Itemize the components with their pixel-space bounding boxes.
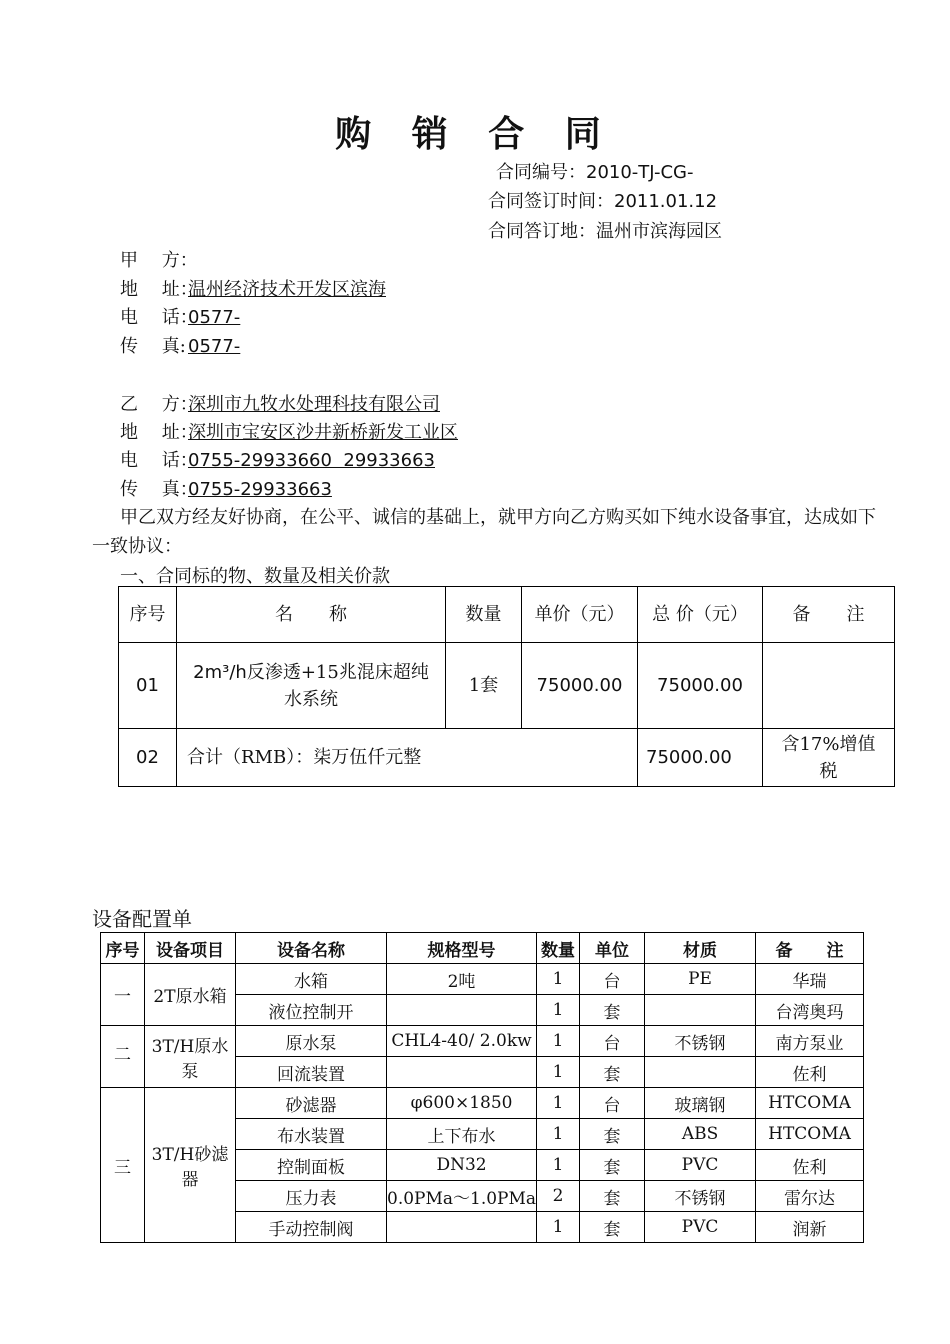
party-a-fax-label: 传 真: (120, 336, 186, 357)
document-title: 购 销 合 同 (335, 114, 615, 155)
cell-qty: 1 (537, 1088, 580, 1119)
cell-material (645, 1057, 756, 1088)
cell-remark: 佐利 (756, 1057, 864, 1088)
cell-unit: 台 (580, 1026, 645, 1057)
header-cell: 设备项目 (145, 933, 236, 964)
cell-unit: 套 (580, 1057, 645, 1088)
header-cell: 单价（元） (522, 587, 638, 643)
cell-material: PVC (645, 1212, 756, 1243)
party-a-phone-label: 电 话： (120, 307, 198, 328)
party-a-fax (120, 332, 240, 358)
cell-material: 不锈钢 (645, 1181, 756, 1212)
total-amount: 75000.00 (638, 729, 763, 787)
table-row (119, 643, 895, 729)
header-cell: 数量 (537, 933, 580, 964)
cell-spec: 2吨 (387, 964, 537, 995)
group-item: 3T/H原水泵 (145, 1026, 236, 1088)
cell-qty: 1 (537, 1119, 580, 1150)
cell-name: 布水装置 (236, 1119, 387, 1150)
cell-spec: DN32 (387, 1150, 537, 1181)
sign-time (488, 187, 717, 213)
party-b-name (120, 390, 440, 416)
cell-name: 压力表 (236, 1181, 387, 1212)
config-table (100, 932, 864, 1243)
cell-unit: 台 (580, 1088, 645, 1119)
item-desc: 反渗透+15兆混床超纯水系统 (246, 661, 429, 710)
party-b-phone-label: 电 话： (120, 450, 198, 471)
sign-place-label: 合同答订地： (488, 221, 596, 242)
cell-unit: 套 (580, 995, 645, 1026)
party-b-fax-label: 传 真： (120, 479, 198, 500)
group-number: 三 (101, 1088, 145, 1243)
cell-spec: φ600×1850 (387, 1088, 537, 1119)
section-heading: 一、合同标的物、数量及相关价款 (120, 566, 390, 587)
header-cell: 备 注 (763, 587, 895, 643)
party-a-address-value: 温州经济技术开发区滨海 (188, 279, 386, 300)
item-qty: 1套 (446, 643, 522, 729)
row-number: 01 (119, 643, 177, 729)
intro-paragraph: 甲乙双方经友好协商，在公平、诚信的基础上，就甲方向乙方购买如下纯水设备事宜，达成如下一致协议： (92, 507, 876, 557)
cell-spec (387, 1212, 537, 1243)
cell-remark: 台湾奥玛 (756, 995, 864, 1026)
party-a-name-label: 甲 方： (120, 250, 198, 271)
party-a-address-label: 地 址： (120, 279, 198, 300)
total-label: 合计（RMB）：柒万伍仟元整 (177, 729, 638, 787)
cell-unit: 台 (580, 964, 645, 995)
cell-unit: 套 (580, 1212, 645, 1243)
party-a-phone (120, 303, 240, 329)
sign-place-value: 温州市滨海园区 (596, 221, 722, 242)
cell-qty: 1 (537, 1150, 580, 1181)
cell-name: 水箱 (236, 964, 387, 995)
item-name (177, 643, 446, 729)
item-flow: 2m³/h (193, 661, 247, 683)
cell-material: 玻璃钢 (645, 1088, 756, 1119)
cell-spec (387, 995, 537, 1026)
header-cell: 总 价（元） (638, 587, 763, 643)
party-a-address (120, 275, 386, 301)
sign-time-value: 2011.01.12 (614, 191, 718, 212)
party-b-phone (120, 446, 435, 472)
header-cell: 规格型号 (387, 933, 537, 964)
party-a-phone-value: 0577- (188, 307, 241, 328)
cell-spec (387, 1057, 537, 1088)
cell-material: 不锈钢 (645, 1026, 756, 1057)
header-cell: 设备名称 (236, 933, 387, 964)
header-cell: 数量 (446, 587, 522, 643)
price-table-header (119, 587, 895, 643)
cell-spec: 0.0PMa～1.0PMa (387, 1181, 537, 1212)
group-number: 一 (101, 964, 145, 1026)
party-b-name-label: 乙 方： (120, 394, 198, 415)
tax-remark: 含17%增值税 (763, 729, 895, 787)
cell-unit: 套 (580, 1119, 645, 1150)
cell-qty: 1 (537, 1212, 580, 1243)
sign-time-label: 合同签订时间： (488, 191, 614, 212)
cell-remark: 佐利 (756, 1150, 864, 1181)
contract-number-value: 2010-TJ-CG- (586, 162, 694, 183)
config-title: 设备配置单 (92, 907, 192, 931)
party-a-fax-value: 0577- (188, 336, 241, 357)
party-b-address-value: 深圳市宝安区沙井新桥新发工业区 (188, 422, 458, 443)
header-cell: 单位 (580, 933, 645, 964)
table-row (101, 964, 864, 995)
cell-material: PE (645, 964, 756, 995)
header-cell: 序号 (119, 587, 177, 643)
contract-number-label: 合同编号： (496, 162, 586, 183)
cell-qty: 1 (537, 1026, 580, 1057)
party-b-phone-value: 0755-29933660 29933663 (188, 450, 435, 471)
group-item: 3T/H砂滤器 (145, 1088, 236, 1243)
group-item: 2T原水箱 (145, 964, 236, 1026)
group-number: 二 (101, 1026, 145, 1088)
cell-name: 砂滤器 (236, 1088, 387, 1119)
party-b-fax-value: 0755-29933663 (188, 479, 332, 500)
header-cell: 名 称 (177, 587, 446, 643)
cell-spec: 上下布水 (387, 1119, 537, 1150)
party-b-fax (120, 475, 332, 501)
cell-unit: 套 (580, 1150, 645, 1181)
row-number: 02 (119, 729, 177, 787)
cell-qty: 2 (537, 1181, 580, 1212)
party-b-name-value: 深圳市九牧水处理科技有限公司 (188, 394, 440, 415)
party-a-name (120, 246, 198, 272)
table-row (101, 1088, 864, 1119)
sign-place (488, 217, 722, 243)
cell-remark: HTCOMA (756, 1119, 864, 1150)
cell-material (645, 995, 756, 1026)
header-cell: 材质 (645, 933, 756, 964)
cell-qty: 1 (537, 1057, 580, 1088)
cell-name: 控制面板 (236, 1150, 387, 1181)
cell-remark: 华瑞 (756, 964, 864, 995)
party-b-address (120, 418, 458, 444)
total-row (119, 729, 895, 787)
cell-remark: HTCOMA (756, 1088, 864, 1119)
price-table (118, 586, 895, 787)
cell-name: 液位控制开 (236, 995, 387, 1026)
cell-remark: 南方泵业 (756, 1026, 864, 1057)
item-remark (763, 643, 895, 729)
cell-material: ABS (645, 1119, 756, 1150)
header-cell: 备 注 (756, 933, 864, 964)
cell-qty: 1 (537, 964, 580, 995)
cell-name: 回流装置 (236, 1057, 387, 1088)
cell-name: 手动控制阀 (236, 1212, 387, 1243)
cell-name: 原水泵 (236, 1026, 387, 1057)
item-total: 75000.00 (638, 643, 763, 729)
header-cell: 序号 (101, 933, 145, 964)
cell-material: PVC (645, 1150, 756, 1181)
cell-unit: 套 (580, 1181, 645, 1212)
contract-number (496, 158, 693, 184)
table-row (101, 1026, 864, 1057)
item-unit-price: 75000.00 (522, 643, 638, 729)
party-b-address-label: 地 址： (120, 422, 198, 443)
config-table-header (101, 933, 864, 964)
cell-remark: 雷尔达 (756, 1181, 864, 1212)
cell-remark: 润新 (756, 1212, 864, 1243)
cell-qty: 1 (537, 995, 580, 1026)
cell-spec: CHL4-40/ 2.0kw (387, 1026, 537, 1057)
